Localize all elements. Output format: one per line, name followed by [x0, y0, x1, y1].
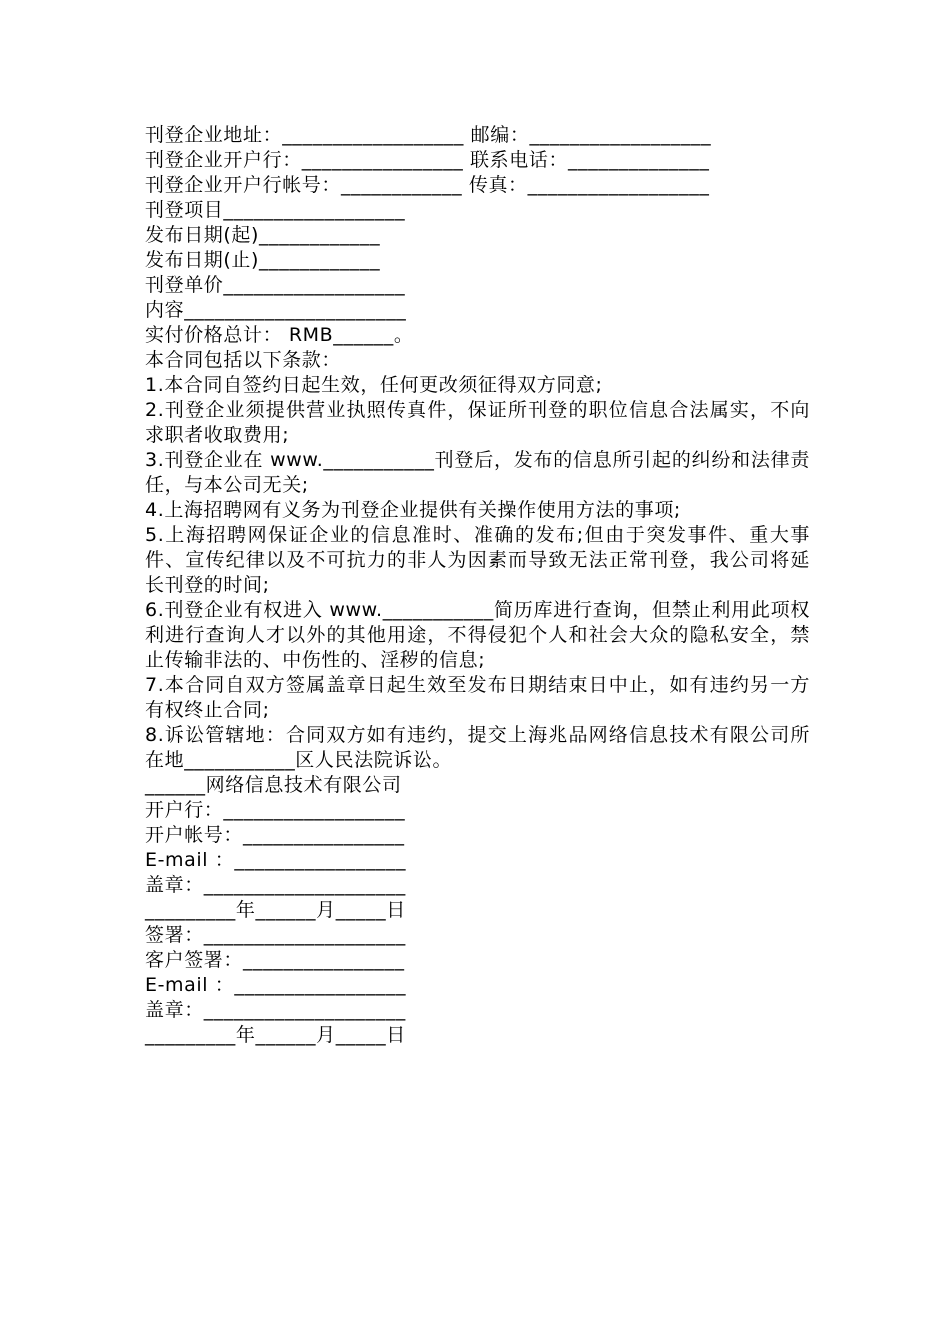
company-date-line: _________年______月_____日: [145, 899, 406, 921]
clause-item: 8.诉讼管辖地：合同双方如有违约，提交上海兆品网络信息技术有限公司所在地___________区人民法院诉讼。: [145, 724, 810, 771]
field-bank-account: 刊登企业开户行帐号：____________ 传真：__________________: [145, 174, 710, 196]
field-total-price: 实付价格总计： RMB______。: [145, 324, 414, 346]
company-account-line: 开户帐号：________________: [145, 824, 405, 846]
clause-list: [145, 373, 810, 773]
company-name-line: ______网络信息技术有限公司: [145, 774, 402, 796]
clause-item: 5.上海招聘网保证企业的信息准时、准确的发布;但由于突发事件、重大事件、宣传纪律以及不可抗力的非人为因素而导致无法正常刊登，我公司将延长刊登的时间;: [145, 524, 810, 596]
field-unit-price: 刊登单价__________________: [145, 274, 406, 296]
field-opening-bank: 刊登企业开户行：________________ 联系电话：______________: [145, 149, 710, 171]
signature-block: [145, 773, 810, 1048]
clause-item: 3.刊登企业在 www.___________刊登后，发布的信息所引起的纠纷和法律责任，与本公司无关;: [145, 449, 810, 496]
field-start-date: 发布日期(起)____________: [145, 224, 381, 246]
clause-item: 6.刊登企业有权进入 www.___________简历库进行查询，但禁止利用此项权利进行查询人才以外的其他用途，不得侵犯个人和社会大众的隐私安全，禁止传输非法的、中伤性的、淫秽的信息;: [145, 599, 810, 671]
client-date-line: _________年______月_____日: [145, 1024, 406, 1046]
field-listing-item: 刊登项目__________________: [145, 199, 406, 221]
clauses-intro: 本合同包括以下条款：: [145, 349, 342, 371]
company-seal-line: 盖章：____________________: [145, 874, 406, 896]
contract-body: [145, 123, 810, 1048]
field-company-address: 刊登企业地址：__________________ 邮编：__________________: [145, 124, 712, 146]
client-seal-line: 盖章：____________________: [145, 999, 406, 1021]
client-sign-line: 客户签署：________________: [145, 949, 405, 971]
client-email-line: E-mail ：_________________: [145, 974, 407, 996]
clause-item: 7.本合同自双方签属盖章日起生效至发布日期结束日中止，如有违约另一方有权终止合同;: [145, 674, 810, 721]
field-end-date: 发布日期(止)____________: [145, 249, 381, 271]
clause-item: 2.刊登企业须提供营业执照传真件，保证所刊登的职位信息合法属实，不向求职者收取费用;: [145, 399, 810, 446]
company-bank-line: 开户行：__________________: [145, 799, 406, 821]
clause-item: 1.本合同自签约日起生效，任何更改须征得双方同意;: [145, 374, 603, 396]
header-fields: [145, 123, 810, 373]
field-content: 内容______________________: [145, 299, 407, 321]
clause-item: 4.上海招聘网有义务为刊登企业提供有关操作使用方法的事项;: [145, 499, 681, 521]
company-sign-line: 签署：____________________: [145, 924, 406, 946]
company-email-line: E-mail ：_________________: [145, 849, 407, 871]
